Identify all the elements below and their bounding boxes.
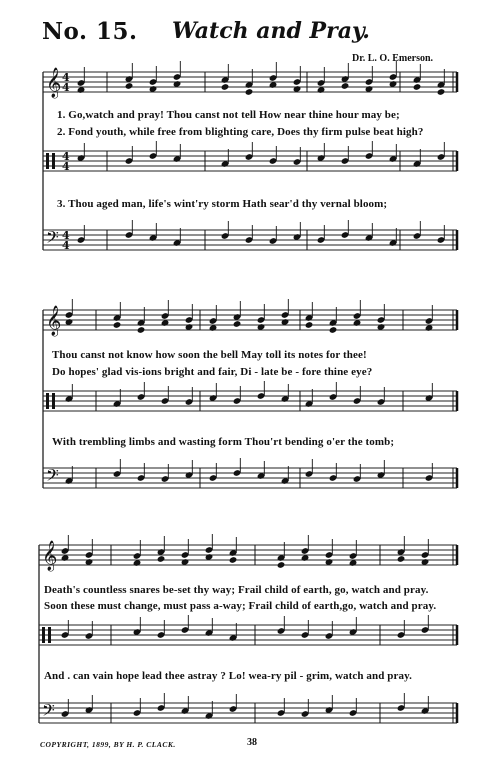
system-1-staff-1-note [221,83,230,91]
system-1-staff-1-note [413,83,422,91]
system-1-staff-1-treble-clef-icon: 𝄞 [46,68,62,98]
system-2-staff-1-note [305,321,314,329]
system-2-staff-1-note [329,326,338,334]
system-2-staff-1-treble-clef-icon: 𝄞 [46,306,62,336]
system-1-staff-3-bass-clef-icon: 𝄢 [46,227,59,251]
page-number: 38 [247,737,257,748]
lyric-verse-2-line-1: 2. Fond youth, while free from blighting care, Does thy firm pulse beat high? [57,126,424,138]
lyric-verse-2-line-2: Do hopes' glad vis-ions bright and fair, Di - late be - fore thine eye? [52,366,373,378]
system-2-staff-2-clef-bar-icon [52,393,55,409]
lyric-verse-2-line-3: Soon these must change, must pass a-way; Frail child of earth,go, watch and pray. [44,600,437,612]
composer-credit: Dr. L. O. Emerson. [352,53,434,64]
hymn-title: Watch and Pray. [172,18,370,44]
lyric-verse-3-line-2: With trembling limbs and wasting form Thou'rt bending o'er the tomb; [52,436,395,448]
system-1-staff-1-note [125,82,134,90]
system-2-staff-3-bass-clef-icon: 𝄢 [46,465,59,489]
system-3-staff-1-treble-clef-icon: 𝄞 [42,541,58,571]
system-2-staff-2-clef-bar-icon [46,393,49,409]
system-1-staff-1-time-signature: 4 [62,81,70,94]
lyric-verse-3-line-1: 3. Thou aged man, life's wint'ry storm Hath sear'd thy vernal bloom; [57,198,388,210]
lyric-verse-1-line-3: Death's countless snares be-set thy way; Frail child of earth, go, watch and pray. [44,584,429,596]
system-1-staff-2-clef-bar-icon [46,153,49,169]
system-1-staff-1-note [245,88,254,96]
system-1-staff-1-note [341,82,350,90]
system-3-staff-2-clef-bar-icon [42,627,45,643]
system-2-staff-1-note [113,321,122,329]
system-3-staff-3-bass-clef-icon: 𝄢 [42,700,55,724]
system-3-staff-1-note [397,555,406,563]
lyric-verse-3-line-3: And . can vain hope lead thee astray ? Lo! wea-ry pil - grim, watch and pray. [44,670,412,682]
system-3-staff-1-note [229,556,238,564]
system-1-staff-1-note [437,88,446,96]
system-1-staff-3-time-signature: 4 [62,239,70,252]
lyric-verse-1-line-1: 1. Go,watch and pray! Thou canst not tell How near thine hour may be; [57,109,400,121]
system-3-staff-1-note [277,561,286,569]
system-3-staff-2-clef-bar-icon [48,627,51,643]
system-2-staff-1-note [137,326,146,334]
system-1-staff-1-time-signature: 4 [62,71,70,84]
copyright-notice: COPYRIGHT, 1899, BY H. P. CLACK. [40,740,176,749]
lyric-verse-1-line-2: Thou canst not know how soon the bell May toll its notes for thee! [52,349,367,361]
system-3-staff-1-note [157,555,166,563]
system-2-staff-1-note [233,320,242,328]
hymn-number: No. 15. [42,18,138,45]
system-1-staff-2-clef-bar-icon [52,153,55,169]
system-1-staff-3-time-signature: 4 [62,229,70,242]
system-1-staff-2-time-signature: 4 [62,150,70,163]
system-1-staff-2-time-signature: 4 [62,160,70,173]
